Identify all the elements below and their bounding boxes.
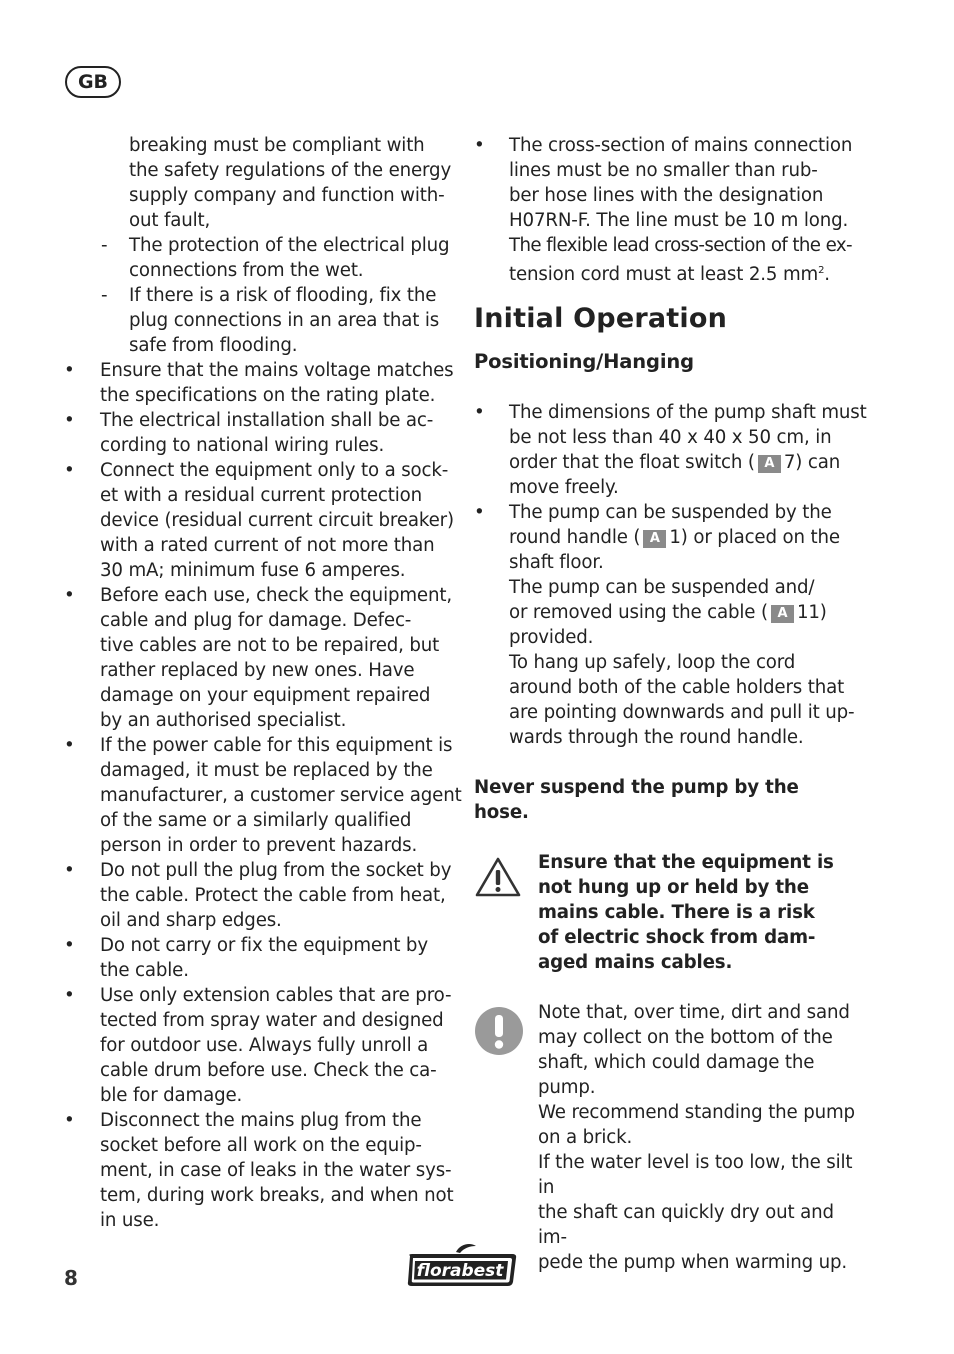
note-block: Note that, over time, dirt and sand may collect on the bottom of the shaft, which could damage the pump. We recommend standing the pump on a brick. If the water level is too low, the silt in the shaft can quickly dry out and im- pede the pump when warming up. [474, 1000, 866, 1275]
bullet-list-item: • Ensure that the mains voltage matches the specifications on the rating plate. [64, 360, 454, 406]
bullet-list-item: • The electrical installation shall be ac- cording to national wiring rules. [64, 410, 434, 456]
bullet-list-item: • Connect the equipment only to a sock- et with a residual current protection device (residual current circuit breaker) with a rated current of not more than 30 mA; minimum fuse 6 amperes. [64, 460, 454, 581]
bullet-list-item: • Do not carry or fix the equipment by the cable. [64, 935, 428, 981]
warning-triangle-icon [474, 856, 522, 905]
dash-list-item: - The protection of the electrical plug connections from the wet. [101, 235, 450, 281]
never-suspend-note: Never suspend the pump by the hose. [474, 777, 799, 824]
exclamation-circle-icon [474, 1006, 524, 1063]
left-column [64, 133, 462, 1233]
figure-ref-badge: A [771, 605, 794, 623]
florabest-logo [404, 1242, 520, 1294]
continuation-text: breaking must be compliant with the safety regulations of the energy supply company and function with- out fault, [129, 135, 452, 231]
dash-list-item: - If there is a risk of flooding, fix the plug connections in an area that is safe from flooding. [101, 285, 440, 356]
bullet-list-item: • Before each use, check the equipment, cable and plug for damage. Defec- tive cables are not to be repaired, but rather replaced by new ones. Have damage on your equipment repaired by an authorised specialist. [64, 585, 452, 731]
figure-ref-badge: A [758, 455, 781, 473]
bullet-list-item: • Use only extension cables that are pro- tected from spray water and designed for outdoor use. Always fully unroll a cable drum before use. Check the ca- ble for damage. [64, 985, 452, 1106]
language-badge: GB [65, 66, 121, 98]
bullet-list-item: • The dimensions of the pump shaft must be not less than 40 x 40 x 50 cm, in order that the float switch ( A 7) can move freely. [474, 402, 867, 499]
subsection-heading: Positioning/Hanging [474, 350, 694, 374]
warning-block: Ensure that the equipment is not hung up or held by the mains cable. There is a risk of electric shock from dam- aged mains cables. [474, 850, 866, 975]
svg-text:florabest: florabest [416, 1261, 504, 1281]
section-heading: Initial Operation [474, 303, 728, 335]
figure-ref-badge: A [643, 530, 666, 548]
bullet-list-item: • The pump can be suspended by the round handle ( A 1) or placed on the shaft floor. The pump can be suspended and/ or removed using the cable ( A 11) provided. To hang up safely, loop the cord around both of the cable holders that are pointing downwards and pull it up- wards through the round handle. [474, 502, 855, 749]
page-number: 8 [64, 1266, 78, 1290]
right-column [474, 133, 866, 1275]
bullet-list-item: • The cross-section of mains connection lines must be no smaller than rub- ber hose lines with the designation H07RN-F. The line must be 10 m long. The flexible lead cross-section of the ex- tension cord must at least 2.5 $mm^2$. [474, 135, 853, 286]
bullet-list-item: • If the power cable for this equipment is damaged, it must be replaced by the manufacturer, a customer service agent of the same or a similarly qualified person in order to prevent hazards. [64, 735, 462, 856]
bullet-list-item: • Disconnect the mains plug from the socket before all work on the equip- ment, in case of leaks in the water sys- tem, during work breaks, and when not in use. [64, 1110, 454, 1231]
bullet-list-item: • Do not pull the plug from the socket by the cable. Protect the cable from heat, oil and sharp edges. [64, 860, 452, 931]
